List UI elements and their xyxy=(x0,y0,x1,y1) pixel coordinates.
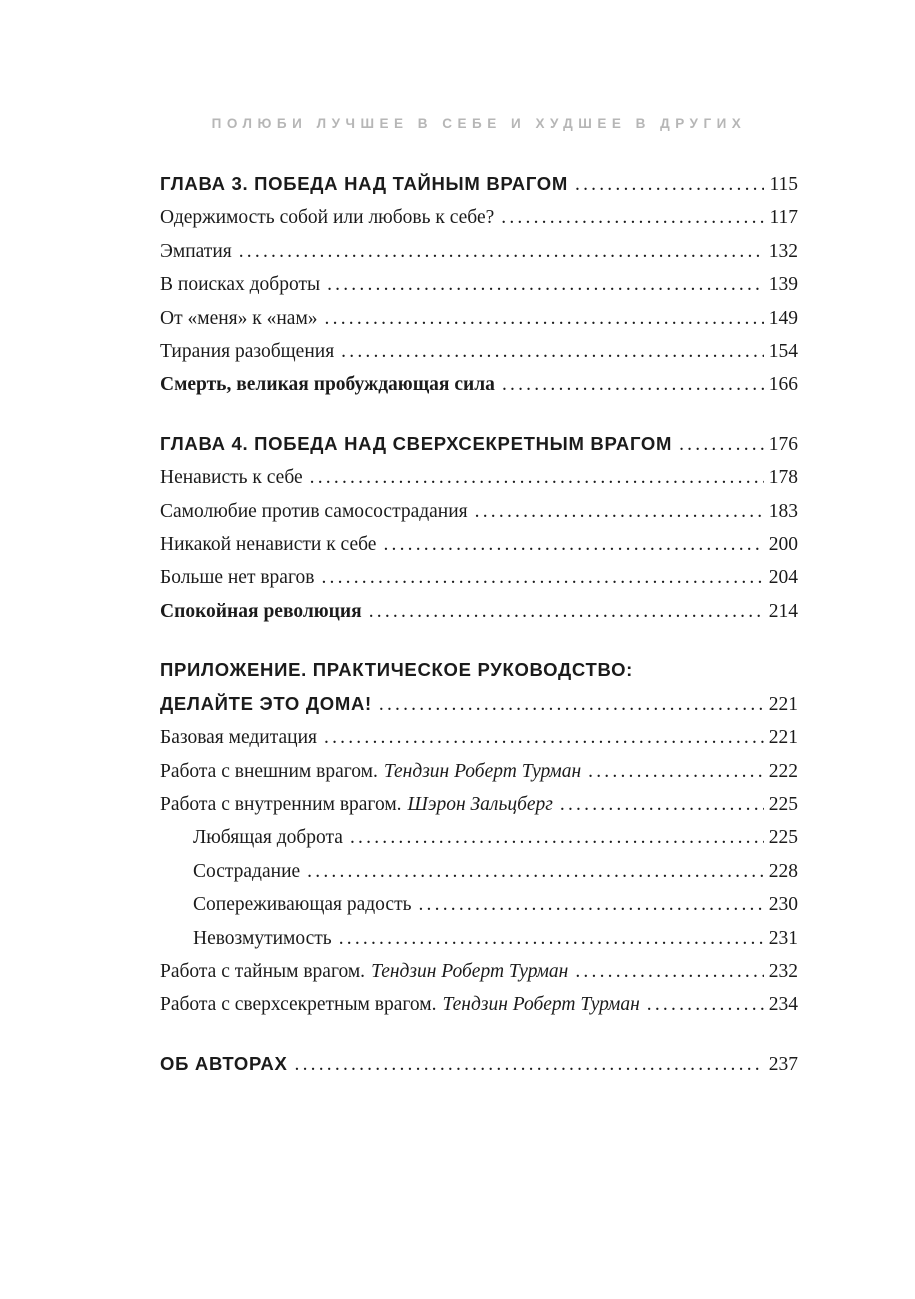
toc-entry-label: Работа с сверхсекретным врагом. xyxy=(160,994,437,1016)
toc-entry-row xyxy=(160,687,798,721)
toc-entry-page: 221 xyxy=(768,693,798,715)
toc-entry-label: Базовая медитация xyxy=(160,727,317,749)
toc-entry-label: ГЛАВА 4. ПОБЕДА НАД СВЕРХСЕКРЕТНЫМ ВРАГОМ xyxy=(160,432,673,454)
toc-entry-page: 178 xyxy=(768,467,798,489)
toc-entry xyxy=(160,427,798,461)
toc-entry-page: 225 xyxy=(768,827,798,849)
dot-leader xyxy=(295,1048,764,1081)
dot-leader xyxy=(341,335,764,368)
toc-entry xyxy=(160,235,798,268)
toc-entry-label: Эмпатия xyxy=(160,240,232,262)
toc-entry-row xyxy=(160,988,798,1021)
dot-leader xyxy=(327,268,764,301)
toc-entry-row xyxy=(193,821,798,854)
dot-leader xyxy=(339,922,764,955)
toc-entry-label: Сострадание xyxy=(193,860,301,882)
dot-leader xyxy=(502,368,764,401)
dot-leader xyxy=(310,461,764,494)
toc-entry-label: Работа с внешним врагом. xyxy=(160,760,378,782)
toc-entry-row xyxy=(160,201,798,234)
toc-entry-page: 139 xyxy=(768,274,798,296)
toc-entry-row xyxy=(160,235,798,268)
toc-entry-label-line1: ПРИЛОЖЕНИЕ. ПРАКТИЧЕСКОЕ РУКОВОДСТВО: xyxy=(160,659,634,681)
toc-entry-page: 166 xyxy=(768,374,798,396)
toc-entry-page: 232 xyxy=(768,960,798,982)
toc-entry-page: 237 xyxy=(768,1053,798,1075)
toc-entry-row xyxy=(160,302,798,335)
toc-entry-row xyxy=(160,335,798,368)
toc-entry xyxy=(160,167,798,201)
toc-entry-label: Больше нет врагов xyxy=(160,567,315,589)
dot-leader xyxy=(325,302,764,335)
toc-entry-label: Работа с внутренним врагом. xyxy=(160,793,402,815)
toc-entry-author: Тендзин Роберт Турман xyxy=(371,960,569,982)
dot-leader xyxy=(418,888,763,921)
toc-entry-page: 214 xyxy=(768,600,798,622)
dot-leader xyxy=(383,528,763,561)
toc-entry-label: Ненависть к себе xyxy=(160,467,303,489)
toc-entry-page: 117 xyxy=(769,207,798,229)
toc-entry-row xyxy=(160,595,798,628)
toc-entry-row xyxy=(160,755,798,788)
toc-entry xyxy=(160,368,798,401)
toc-entry xyxy=(160,721,798,754)
running-header: ПОЛЮБИ ЛУЧШЕЕ В СЕБЕ И ХУДШЕЕ В ДРУГИХ xyxy=(211,116,747,131)
toc-entry-row xyxy=(193,855,798,888)
toc-entry-author: Шэрон Зальцберг xyxy=(407,793,553,815)
toc-entry-label: Сопереживающая радость xyxy=(193,894,412,916)
dot-leader xyxy=(369,595,764,628)
dot-leader xyxy=(324,721,764,754)
toc-entry xyxy=(160,988,798,1021)
dot-leader xyxy=(239,235,764,268)
toc-entry-row xyxy=(160,721,798,754)
toc-entry xyxy=(160,788,798,821)
toc-entry-author: Тендзин Роберт Турман xyxy=(442,994,640,1016)
toc-entry xyxy=(160,495,798,528)
dot-leader xyxy=(379,688,764,721)
toc-entry xyxy=(160,201,798,234)
toc-entry-page: 221 xyxy=(768,727,798,749)
toc-entry-page: 115 xyxy=(769,174,798,195)
toc-entry xyxy=(160,528,798,561)
toc-entry-label: В поисках доброты xyxy=(160,274,321,296)
toc-entry-label: ДЕЛАЙТЕ ЭТО ДОМА! xyxy=(160,692,372,714)
toc-entry-page: 225 xyxy=(768,793,798,815)
toc-entry-page: 200 xyxy=(768,534,798,556)
toc-entry-page: 154 xyxy=(768,341,798,363)
toc-entry xyxy=(160,1047,798,1081)
dot-leader xyxy=(321,561,763,594)
toc-entry xyxy=(160,561,798,594)
toc-entry xyxy=(160,595,798,628)
toc-entry-page: 228 xyxy=(768,860,798,882)
toc-entry xyxy=(160,755,798,788)
toc-entry-label: ГЛАВА 3. ПОБЕДА НАД ТАЙНЫМ ВРАГОМ xyxy=(160,173,568,194)
toc-entry xyxy=(160,888,798,921)
toc-entry-page: 149 xyxy=(768,307,798,329)
toc-entry-row xyxy=(160,427,798,461)
toc-entry-label: Одержимость собой или любовь к себе? xyxy=(160,207,495,229)
dot-leader xyxy=(575,168,764,201)
toc-entry-page: 230 xyxy=(768,894,798,916)
toc-entry-label: Невозмутимость xyxy=(193,927,332,949)
toc-entry-label: ОБ АВТОРАХ xyxy=(160,1052,288,1074)
toc-entry-label: Никакой ненависти к себе xyxy=(160,534,377,556)
dot-leader xyxy=(588,755,764,788)
toc-entry-row xyxy=(160,268,798,301)
toc-entry xyxy=(160,855,798,888)
toc-entry xyxy=(160,821,798,854)
toc-entry xyxy=(160,653,798,721)
toc-entry-row xyxy=(193,888,798,921)
toc-entry-author: Тендзин Роберт Турман xyxy=(383,760,582,782)
toc-entry-label: Спокойная революция xyxy=(160,600,362,622)
toc-entry-label: Самолюбие против самосострадания xyxy=(160,500,468,522)
toc-entry-row xyxy=(160,368,798,401)
toc-entry-page: 234 xyxy=(768,994,798,1016)
dot-leader xyxy=(679,428,764,461)
dot-leader xyxy=(575,955,763,988)
toc-entry-row xyxy=(160,788,798,821)
dot-leader xyxy=(475,495,764,528)
dot-leader xyxy=(307,855,764,888)
toc-entry xyxy=(160,335,798,368)
dot-leader xyxy=(350,821,764,854)
toc-entry-row xyxy=(193,922,798,955)
toc-entry-label: Тирания разобщения xyxy=(160,341,335,363)
dot-leader xyxy=(501,201,764,234)
toc-entry-row xyxy=(160,1047,798,1081)
toc-entry xyxy=(160,955,798,988)
toc-entry-row xyxy=(160,528,798,561)
dot-leader xyxy=(647,988,764,1021)
toc-entry xyxy=(160,268,798,301)
toc-entry-page: 176 xyxy=(768,433,798,455)
toc-entry-row xyxy=(160,495,798,528)
dot-leader xyxy=(560,788,764,821)
toc-entry-label: Работа с тайным врагом. xyxy=(160,960,366,982)
toc-entry-page: 222 xyxy=(768,760,798,782)
toc-entry-row xyxy=(160,561,798,594)
toc-entry xyxy=(160,922,798,955)
toc-entry-row xyxy=(160,461,798,494)
toc-entry-label: Смерть, великая пробуждающая сила xyxy=(160,374,495,396)
toc-entry-page: 231 xyxy=(768,927,798,949)
toc-entry-label: От «меня» к «нам» xyxy=(160,307,318,329)
toc-entry-row xyxy=(160,955,798,988)
toc-list xyxy=(160,167,798,1081)
toc-entry-page: 132 xyxy=(768,240,798,262)
toc-entry-page: 183 xyxy=(768,500,798,522)
toc-entry-page: 204 xyxy=(768,567,798,589)
toc-entry-row xyxy=(160,167,798,201)
toc-entry xyxy=(160,461,798,494)
toc-entry-label: Любящая доброта xyxy=(193,827,343,849)
toc-entry xyxy=(160,302,798,335)
